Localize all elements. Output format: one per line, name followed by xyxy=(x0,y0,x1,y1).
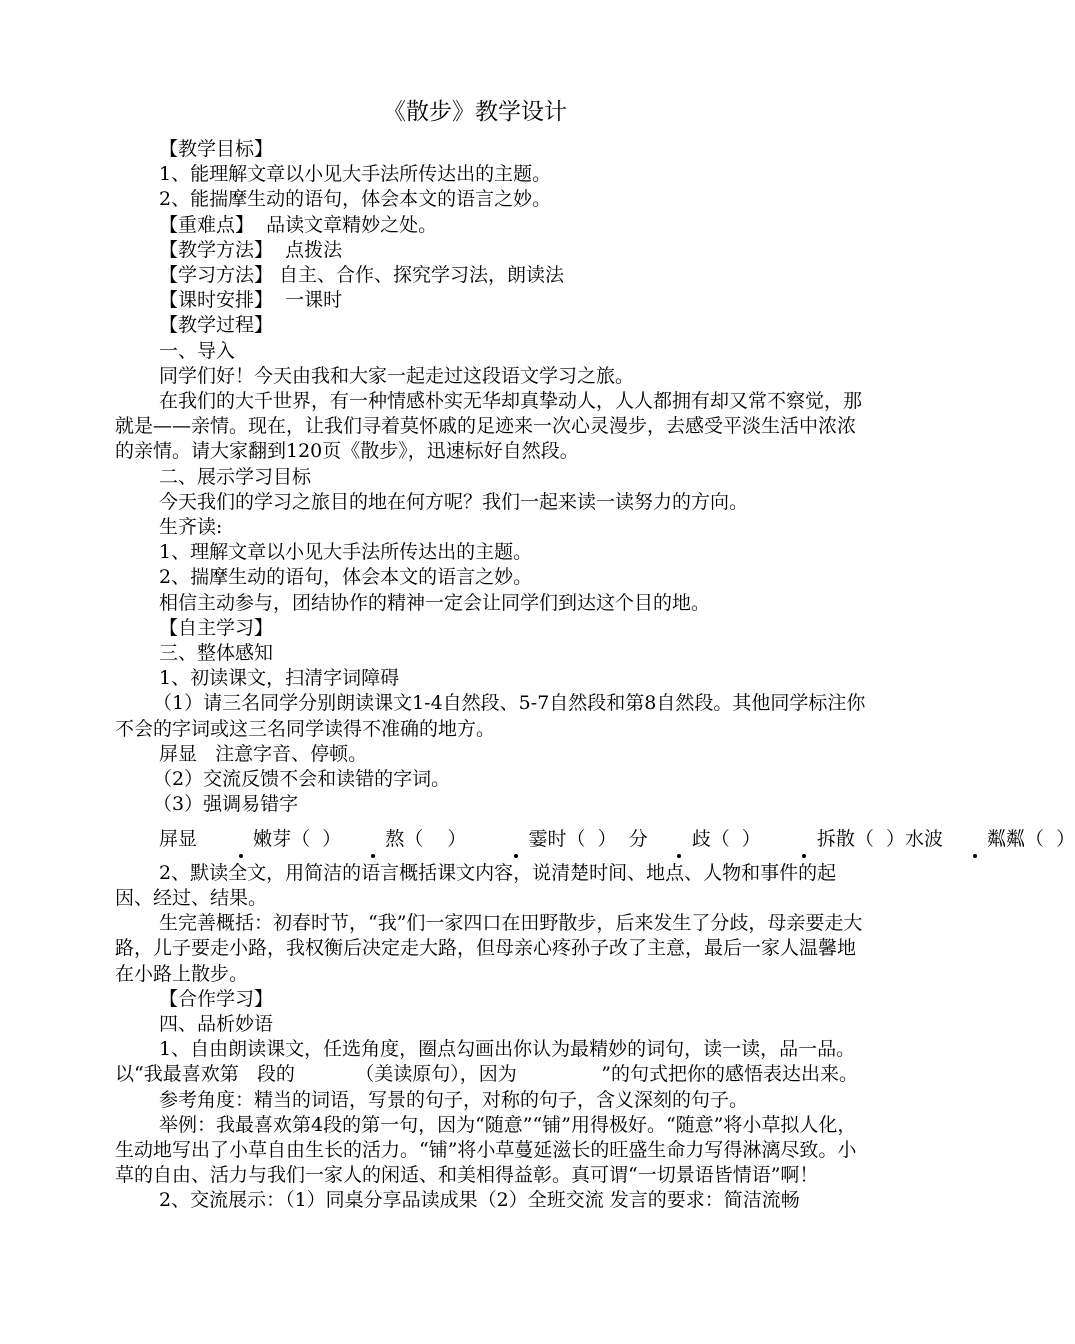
paragraph: 一、导入 xyxy=(159,339,236,362)
paragraph: 【自主学习】 xyxy=(159,616,274,639)
paragraph: 2、交流展示：（1）同桌分享品读成果（2）全班交流 发言的要求：简洁流畅 xyxy=(159,1189,800,1212)
paragraph: 1、自由朗读课文，任选角度，圈点勾画出你认为最精妙的词句，读一读，品一品。以“我最喜欢第 段的 （美读原句），因为 ”的句式把你的感悟表达出来。 xyxy=(115,1038,858,1086)
emphasis-dotted-char: 熬 xyxy=(341,827,404,852)
word-pre: 水波 xyxy=(905,828,944,851)
emphasis-dotted-char: 歧 xyxy=(648,827,711,852)
paragraph: 【教学过程】 xyxy=(159,314,274,337)
paragraph: 【课时安排】 一课时 xyxy=(159,289,343,312)
paragraph: 1、初读课文，扫清字词障碍 xyxy=(159,667,400,690)
paragraph: 相信主动参与，团结协作的精神一定会让同学们到达这个目的地。 xyxy=(159,591,711,614)
paragraph: 同学们好！今天由我和大家一起走过这段语文学习之旅。 xyxy=(159,364,635,387)
word-item xyxy=(209,828,341,850)
word-post: （ ） xyxy=(404,828,485,851)
word-post: 芽（ ） xyxy=(272,828,342,851)
paragraph: 生完善概括：初春时节，“我”们一家四口在田野散步，后来发生了分歧，母亲要走大路，儿子要走小路，我权衡后决定走大路，但母亲心疼孙子改了主意，最后一家人温馨地在小路上散步。 xyxy=(115,912,863,985)
paragraph: 2、默读全文，用简洁的语言概括课文内容，说清楚时间、地点、人物和事件的起因、经过、结果。 xyxy=(115,861,837,909)
lesson-plan-section-2 xyxy=(115,861,873,1214)
paragraph: 在我们的大千世界，有一种情感朴实无华却真挚动人，人人都拥有却又常不察觉，那就是——亲情。现在，让我们寻着莫怀戚的足迹来一次心灵漫步，去感受平淡生活中浓浓的亲情。请大家翻到120页《散步》，迅速标好自然段。 xyxy=(115,390,863,463)
emphasis-dotted-char: 嫩 xyxy=(209,827,272,852)
lesson-plan-section-1 xyxy=(115,137,873,817)
paragraph: 四、品析妙语 xyxy=(159,1012,274,1035)
paragraph: 二、展示学习目标 xyxy=(159,465,312,488)
paragraph: 今天我们的学习之旅目的地在何方呢？我们一起来读一读努力的方向。 xyxy=(159,490,749,513)
pronunciation-word-line xyxy=(115,827,1075,852)
word-post: 时（ ） xyxy=(547,828,629,851)
word-item xyxy=(773,828,905,850)
paragraph: 【学习方法】 自主、合作、探究学习法，朗读法 xyxy=(159,264,565,287)
paragraph: 参考角度：精当的词语，写景的句子，对称的句子，含义深刻的句子。 xyxy=(159,1088,749,1111)
document-body xyxy=(115,137,1075,1214)
paragraph: （2）交流反馈不会和读错的字词。 xyxy=(153,768,451,791)
emphasis-dotted-char: 霎 xyxy=(485,827,548,852)
paragraph: 1、理解文章以小见大手法所传达出的主题。 xyxy=(159,541,533,564)
paragraph: 【合作学习】 xyxy=(159,987,274,1010)
paragraph: 2、揣摩生动的语句，体会本文的语言之妙。 xyxy=(159,566,533,589)
document-title: 《散步》教学设计 xyxy=(383,99,567,125)
word-item xyxy=(905,828,1075,850)
paragraph: 1、能理解文章以小见大手法所传达出的主题。 xyxy=(159,163,552,186)
paragraph: 2、能揣摩生动的语句，体会本文的语言之妙。 xyxy=(159,188,552,211)
paragraph: 【重难点】 品读文章精妙之处。 xyxy=(159,213,438,236)
word-item xyxy=(341,828,484,850)
word-item xyxy=(485,828,629,850)
word-post: 粼（ ） xyxy=(1006,828,1075,851)
word-post: 散（ ） xyxy=(835,828,905,851)
paragraph: 举例：我最喜欢第4段的第一句，因为“随意”“铺”用得极好。“随意”将小草拟人化，生动地写出了小草自由生长的活力。“铺”将小草蔓延滋长的旺盛生命力写得淋漓尽致。小草的自由、活力与我们一家人的闲适、和美相得益彰。真可谓“一切景语皆情语”啊！ xyxy=(115,1113,857,1187)
paragraph: 屏显 注意字音、停顿。 xyxy=(159,742,368,765)
word-pre: 分 xyxy=(628,828,648,851)
paragraph: （3）强调易错字 xyxy=(153,793,299,816)
paragraph: （1）请三名同学分别朗读课文1-4自然段、5-7自然段和第8自然段。其他同学标注你不会的字词或这三名同学读得不准确的地方。 xyxy=(115,692,866,740)
emphasis-dotted-char: 拆 xyxy=(773,827,836,852)
word-post: （ ） xyxy=(710,828,773,851)
paragraph: 【教学目标】 xyxy=(159,138,274,160)
word-item xyxy=(629,828,773,850)
word-line-prefix: 屏显 xyxy=(159,828,210,851)
paragraph: 生齐读: xyxy=(159,516,223,539)
paragraph: 三、整体感知 xyxy=(159,642,274,665)
paragraph: 【教学方法】 点拨法 xyxy=(159,238,343,261)
emphasis-dotted-char: 粼 xyxy=(943,827,1006,852)
